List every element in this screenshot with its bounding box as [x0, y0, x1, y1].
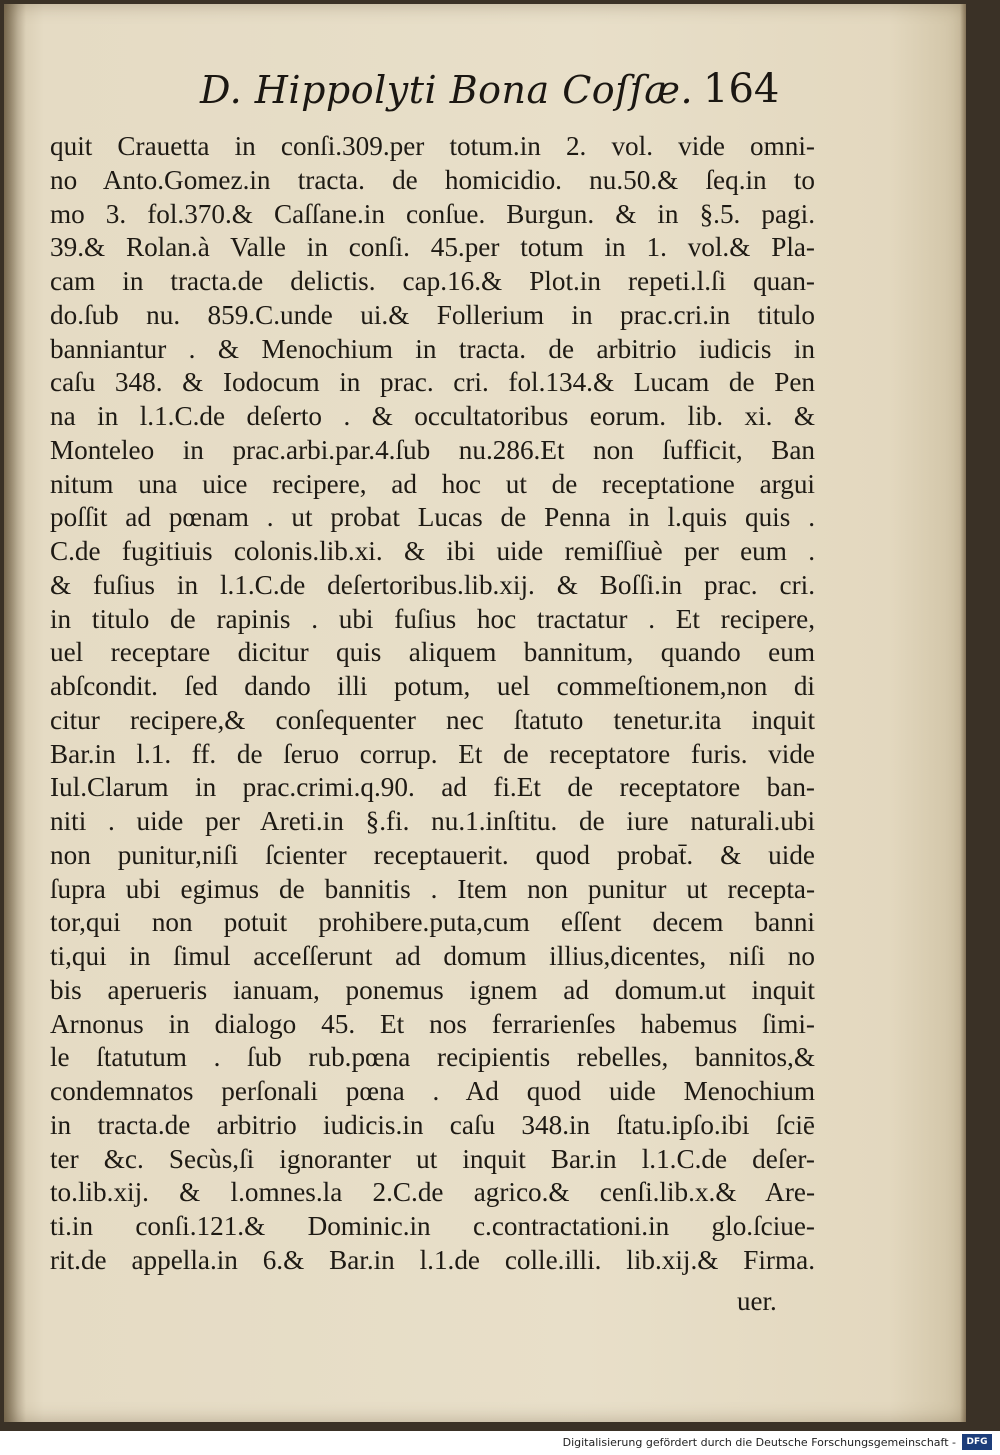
body-text — [50, 130, 815, 1278]
text-line: ti,qui in ſimul acceſſerunt ad domum illius,dicentes, niſi no — [50, 941, 815, 971]
text-line: citur recipere,& conſequenter nec ſtatuto tenetur.ita inquit — [50, 704, 815, 735]
text-line: do.ſub nu. 859.C.unde ui.& Follerium in prac.cri.in titulo — [50, 299, 815, 330]
text-line: le ſtatutum . ſub rub.pœna recipientis rebelles, bannitos,& — [50, 1042, 815, 1073]
text-line: tor,qui non potuit prohibere.puta,cum eſſent decem banni — [50, 907, 815, 938]
text-line: bis aperueris ianuam, ponemus ignem ad domum.ut inquit — [50, 974, 815, 1005]
dfg-logo: DFG — [962, 1434, 992, 1450]
text-line: C.de fugitiuis colonis.lib.xi. & ibi uide remiſſiuè per eum . — [50, 536, 815, 566]
text-line: ter &c. Secùs,ſi ignoranter ut inquit Bar.in l.1.C.de deſer- — [50, 1143, 815, 1174]
text-line: ſupra ubi egimus de bannitis . Item non punitur ut recepta- — [50, 873, 815, 904]
funding-credit: Digitalisierung gefördert durch die Deutsche Forschungsgemeinschaft - — [562, 1436, 956, 1449]
text-line: Bar.in l.1. ff. de ſeruo corrup. Et de receptatore furis. vide — [50, 738, 815, 769]
text-line: na in l.1.C.de deſerto . & occultatoribus eorum. lib. xi. & — [50, 401, 815, 431]
page-number: 164 — [703, 66, 780, 112]
catchword: uer. — [737, 1286, 777, 1316]
text-line: non punitur,niſi ſcienter receptauerit. quod probat̄. & uide — [50, 839, 815, 870]
text-line: caſu 348. & Iodocum in prac. cri. fol.134.& Lucam de Pen — [50, 367, 815, 398]
text-line: abſcondit. ſed dando illi potum, uel commeſtionem,non di — [50, 671, 815, 701]
text-line: niti . uide per Areti.in §.fi. nu.1.inſtitu. de iure naturali.ubi — [50, 806, 815, 836]
text-line: ti.in conſi.121.& Dominic.in c.contractationi.in glo.ſciue- — [50, 1211, 815, 1241]
text-line: mo 3. fol.370.& Caſſane.in conſue. Burgun. & in §.5. pagi. — [50, 198, 815, 229]
text-line: no Anto.Gomez.in tracta. de homicidio. nu.50.& ſeq.in to — [50, 164, 815, 195]
text-line: quit Crauetta in conſi.309.per totum.in 2. vol. vide omni- — [50, 131, 815, 161]
text-line: Iul.Clarum in prac.crimi.q.90. ad fi.Et de receptatore ban- — [50, 772, 815, 803]
text-line: in tracta.de arbitrio iudicis.in caſu 348.in ſtatu.ipſo.ibi ſciē — [50, 1109, 815, 1140]
text-line: 39.& Rolan.à Valle in conſi. 45.per totum in 1. vol.& Pla- — [50, 232, 815, 263]
text-line: Arnonus in dialogo 45. Et nos ferrarienſes habemus ſimi- — [50, 1008, 815, 1039]
text-line: rit.de appella.in 6.& Bar.in l.1.de colle.illi. lib.xij.& Firma. — [50, 1244, 815, 1275]
text-line: uel receptare dicitur quis aliquem bannitum, quando eum — [50, 637, 815, 668]
text-line: condemnatos perſonali pœna . Ad quod uide Menochium — [50, 1076, 815, 1106]
text-line: Monteleo in prac.arbi.par.4.ſub nu.286.Et non ſufficit, Ban — [50, 434, 815, 465]
text-line: banniantur . & Menochium in tracta. de arbitrio iudicis in — [50, 333, 815, 364]
text-line: & fuſius in l.1.C.de deſertoribus.lib.xij. & Boſſi.in prac. cri. — [50, 569, 815, 600]
page-gutter-shadow — [4, 4, 26, 1422]
text-line: poſſit ad pœnam . ut probat Lucas de Penna in l.quis quis . — [50, 502, 815, 533]
text-line: in titulo de rapinis . ubi fuſius hoc tractatur . Et recipere, — [50, 603, 815, 634]
page-edge-shadow — [960, 4, 966, 1422]
running-head: D. Hippolyti Bona Coſſæ. — [200, 68, 694, 112]
text-line: nitum una uice recipere, ad hoc ut de receptatione argui — [50, 468, 815, 499]
text-line: to.lib.xij. & l.omnes.la 2.C.de agrico.& cenſi.lib.x.& Are- — [50, 1177, 815, 1208]
text-line: cam in tracta.de delictis. cap.16.& Plot.in repeti.l.ſi quan- — [50, 266, 815, 296]
